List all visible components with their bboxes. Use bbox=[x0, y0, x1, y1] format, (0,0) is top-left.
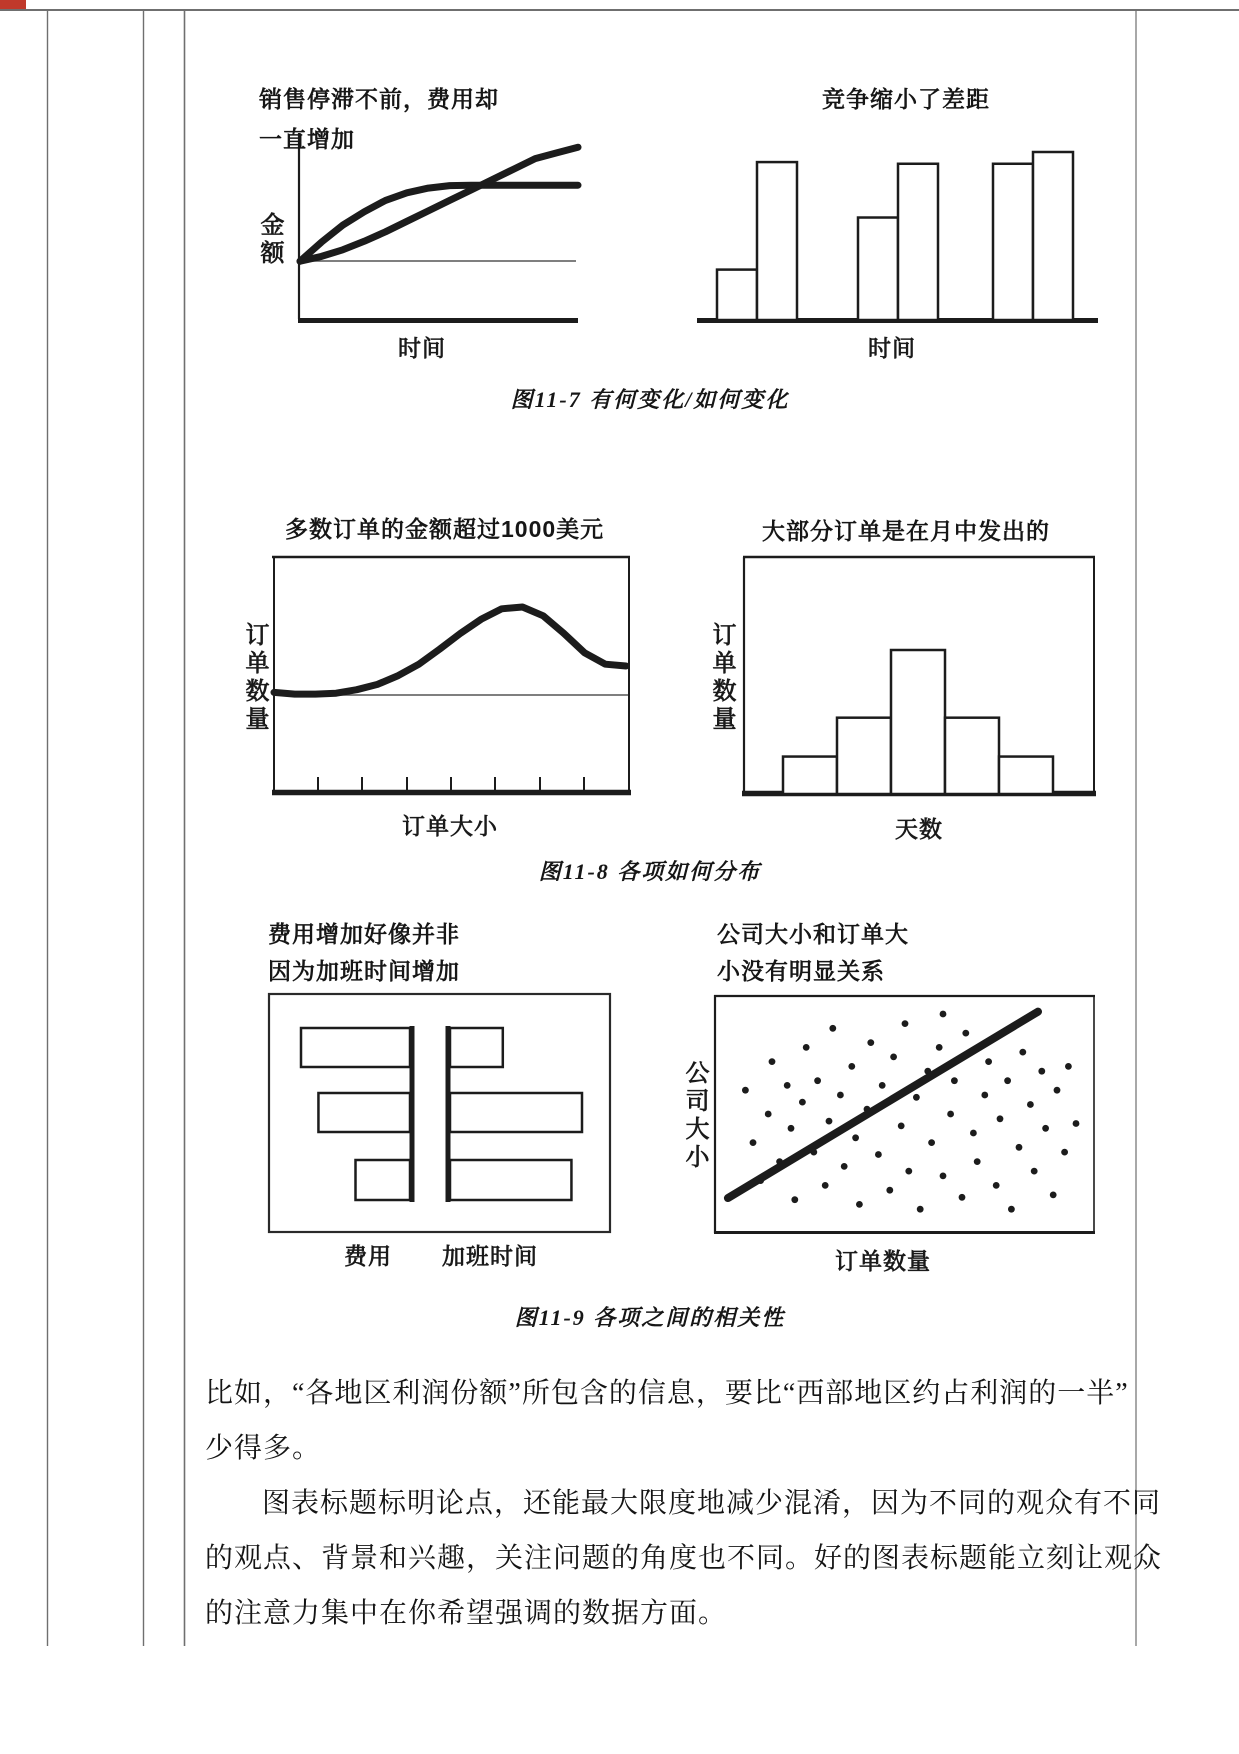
fig7-right-title: 竞争缩小了差距 bbox=[822, 86, 990, 112]
fig8-left-x-axis-label: 订单大小 bbox=[402, 813, 498, 839]
fig7-caption: 图11-7 有何变化/如何变化 bbox=[510, 387, 790, 412]
fig7-left-title-line2: 一直增加 bbox=[259, 126, 355, 152]
fig9-left-title-line2: 因为加班时间增加 bbox=[268, 958, 460, 984]
fig7-left-x-axis-label: 时间 bbox=[398, 335, 446, 361]
fig8-left-y-axis-label: 订单数量 bbox=[241, 622, 268, 734]
fig9-left-category-label-costs: 费用 bbox=[344, 1243, 392, 1269]
red-corner-mark bbox=[0, 0, 26, 9]
fig8-right-y-axis-label: 订单数量 bbox=[708, 622, 735, 734]
fig8-hist-bars bbox=[783, 650, 1053, 794]
body-paragraph2-line1: 图表标题标明论点，还能最大限度地减少混淆，因为不同的观众有不同 bbox=[262, 1488, 1162, 1519]
fig9-right-y-axis-label: 公司大小 bbox=[681, 1060, 708, 1172]
fig8-right-title: 大部分订单是在月中发出的 bbox=[762, 518, 1050, 544]
fig9-left-category-label-overtime: 加班时间 bbox=[442, 1243, 538, 1269]
fig9-right-title-line2: 小没有明显关系 bbox=[717, 958, 885, 984]
body-paragraph1-line1: 比如，“各地区利润份额”所包含的信息，要比“西部地区约占利润的一半” bbox=[205, 1378, 1129, 1409]
body-paragraph1-line2: 少得多。 bbox=[205, 1433, 322, 1464]
fig8-right-x-axis-label: 天数 bbox=[895, 816, 943, 842]
fig7-right-x-axis-label: 时间 bbox=[868, 335, 916, 361]
fig8-curve-frame bbox=[272, 556, 631, 793]
fig9-caption: 图11-9 各项之间的相关性 bbox=[514, 1305, 786, 1330]
fig9-right-title-line1: 公司大小和订单大 bbox=[717, 921, 909, 947]
fig8-curve bbox=[274, 607, 626, 694]
fig7-left-y-axis-label: 金额 bbox=[256, 212, 283, 268]
fig8-caption: 图11-8 各项如何分布 bbox=[538, 859, 762, 884]
fig8-x-ticks bbox=[318, 777, 584, 791]
fig9-scatter-dots bbox=[728, 1011, 1079, 1213]
fig8-left-title: 多数订单的金额超过1000美元 bbox=[285, 516, 605, 542]
fig7-left-title-line1: 销售停滞不前，费用却 bbox=[259, 86, 499, 112]
fig9-right-x-axis-label: 订单数量 bbox=[835, 1248, 931, 1274]
body-paragraph2-line3: 的注意力集中在你希望强调的数据方面。 bbox=[205, 1598, 728, 1629]
fig9-left-title-line1: 费用增加好像并非 bbox=[268, 921, 460, 947]
body-paragraph2-line2: 的观点、背景和兴趣，关注问题的角度也不同。好的图表标题能立刻让观众 bbox=[205, 1543, 1163, 1574]
fig7-bars bbox=[717, 152, 1073, 320]
fig7-line-curves bbox=[300, 147, 578, 261]
fig9-tornado-bars bbox=[301, 1028, 582, 1200]
